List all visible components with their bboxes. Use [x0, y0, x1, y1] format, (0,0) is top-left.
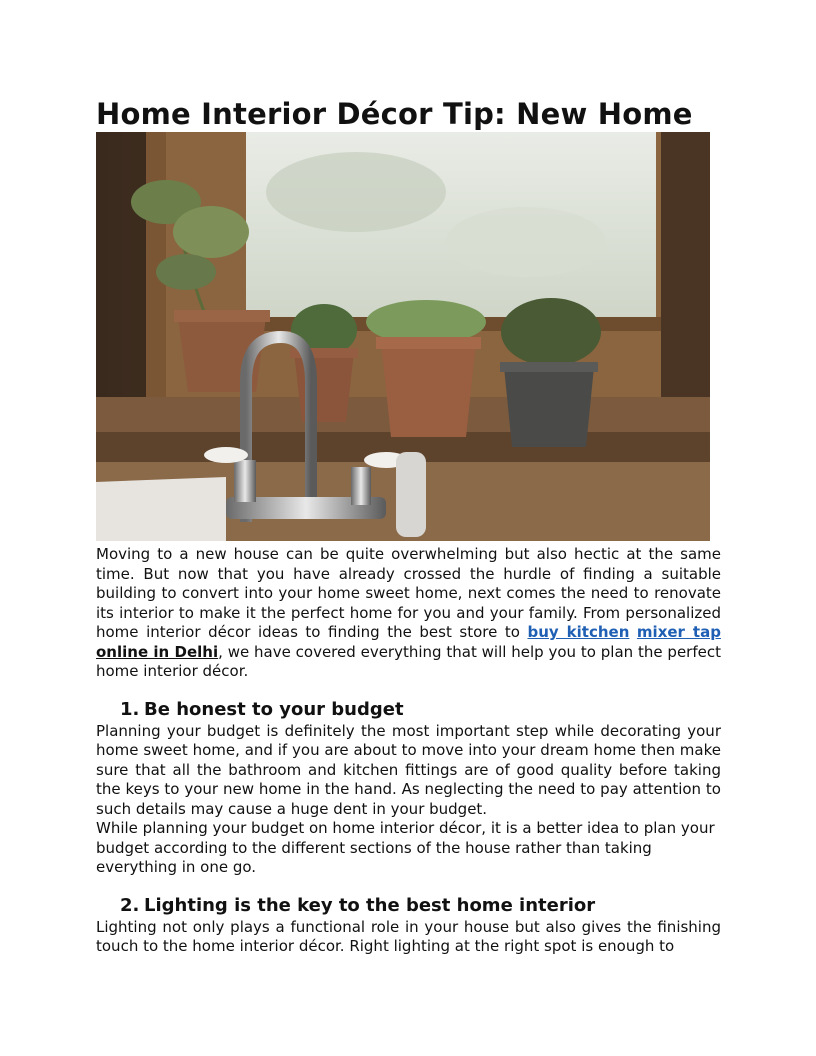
budget-paragraph-2b: budget according to the different sections of the house rather than taking everything in one go. — [96, 838, 652, 876]
intro-paragraph — [96, 545, 721, 682]
kitchen-window-photo — [96, 132, 710, 541]
budget-paragraph-2a: While planning your budget on home interior décor, it is a better idea to plan your — [96, 819, 715, 837]
section-heading-budget — [96, 698, 721, 722]
section-heading-lighting — [96, 894, 721, 918]
intro-text-start: Moving to a new house can be quite overwhelming but also hectic at the same time. But now that you have already crossed the hurdle of finding a suitable building to convert into your home sweet home, next comes the need to renovate its interior to make it the perfect home for you and your family. From personalized home interior décor ideas to finding the best store to — [96, 545, 721, 641]
document-page — [96, 96, 721, 957]
section-number: 2. — [120, 894, 140, 916]
buy-kitchen-link[interactable]: buy kitchen — [527, 623, 630, 641]
section-number: 1. — [120, 698, 140, 720]
lighting-paragraph-1: Lighting not only plays a functional role in your house but also gives the finishing touch to the home interior décor. Right lighting at the right spot is enough to — [96, 917, 721, 955]
online-in-delhi-text: online in Delhi — [96, 642, 219, 661]
mixer-tap-link[interactable]: mixer tap — [636, 623, 721, 641]
intro-text-end: , we have covered everything that will help you to plan the perfect home interior décor. — [96, 642, 721, 680]
section-heading-text: Be honest to your budget — [144, 698, 404, 720]
section-heading-text: Lighting is the key to the best home interior — [144, 894, 596, 916]
budget-paragraph-1: Planning your budget is definitely the most important step while decorating your home sweet home, and if you are about to move into your dream home then make sure that all the bathroom and kitchen fittings are of good quality before taking the keys to your new home in the hand. As neglecting the need to pay attention to such details may cause a huge dent in your budget. — [96, 721, 721, 818]
page-title: Home Interior Décor Tip: New Home — [96, 97, 693, 131]
